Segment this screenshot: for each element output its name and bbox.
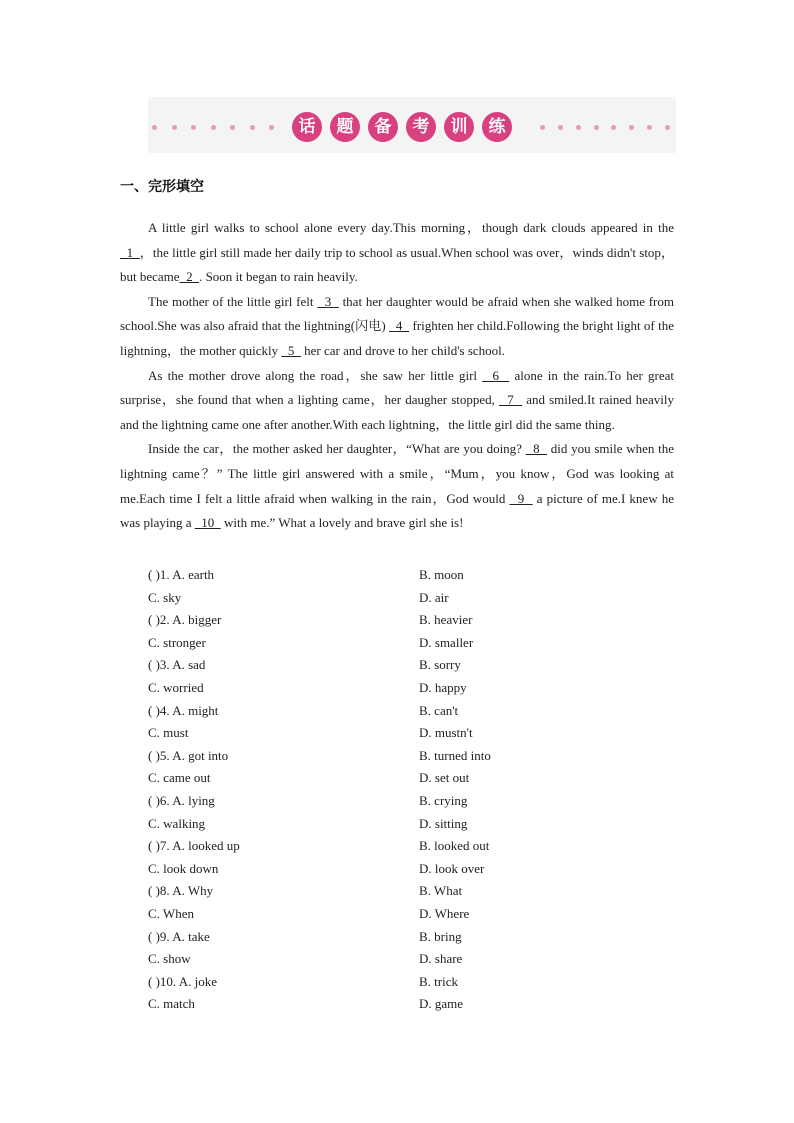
cloze-blank: 8 [525, 441, 548, 457]
banner-dots-left [152, 125, 274, 129]
option-d[interactable]: D. sitting [419, 815, 468, 831]
question-row [148, 880, 628, 903]
option-a[interactable]: ( )10. A. joke [148, 973, 217, 989]
option-c[interactable]: C. must [148, 725, 189, 741]
cloze-blank: 3 [317, 293, 339, 309]
option-a[interactable]: ( )2. A. bigger [148, 612, 222, 628]
banner-dots-right [540, 125, 670, 129]
question-row [148, 767, 628, 790]
option-b[interactable]: B. heavier [419, 612, 473, 628]
question-row [148, 677, 628, 700]
question-row [148, 632, 628, 655]
option-b[interactable]: B. What [419, 883, 463, 899]
banner-char: 考 [406, 112, 436, 142]
option-c[interactable]: C. walking [148, 815, 206, 831]
banner-char: 练 [482, 112, 512, 142]
option-c[interactable]: C. look down [148, 860, 219, 876]
question-row [148, 813, 628, 836]
option-b[interactable]: B. can't [419, 702, 459, 718]
option-b[interactable]: B. trick [419, 973, 458, 989]
option-a[interactable]: ( )5. A. got into [148, 747, 229, 763]
question-list [148, 564, 628, 1016]
option-d[interactable]: D. air [419, 589, 449, 605]
cloze-blank: 1 [120, 244, 140, 260]
passage-paragraph: A little girl walks to school alone every day.This morning，though dark clouds appeared in the 1 ，the little girl still made her daily trip to school as usual.When school was over，winds didn't stop，but became 2 . Soon it began to rain heavily. [120, 220, 675, 285]
question-row [148, 835, 628, 858]
option-d[interactable]: D. game [419, 996, 464, 1012]
passage-paragraph: The mother of the little girl felt 3 that her daughter would be afraid when she walked home from school.She was also afraid that the lightning(闪电) 4 frighten her child.Following the bright light of the lightning，the mother quickly 5 her car and drove to her child's school. [120, 293, 675, 358]
option-c[interactable]: C. sky [148, 589, 182, 605]
cloze-passage [120, 216, 674, 536]
option-d[interactable]: D. set out [419, 770, 470, 786]
question-row [148, 700, 628, 723]
banner-title [292, 112, 512, 142]
option-a[interactable]: ( )9. A. take [148, 928, 210, 944]
option-b[interactable]: B. sorry [419, 657, 461, 673]
question-row [148, 971, 628, 994]
banner-char: 训 [444, 112, 474, 142]
option-c[interactable]: C. match [148, 996, 195, 1012]
question-row [148, 858, 628, 881]
option-c[interactable]: C. stronger [148, 634, 206, 650]
question-row [148, 948, 628, 971]
option-d[interactable]: D. happy [419, 679, 467, 695]
option-d[interactable]: D. smaller [419, 634, 474, 650]
question-row [148, 722, 628, 745]
cloze-blank: 6 [482, 367, 510, 383]
question-row [148, 654, 628, 677]
cloze-blank: 4 [389, 318, 410, 334]
question-row [148, 903, 628, 926]
passage-paragraph: Inside the car，the mother asked her daughter，“What are you doing? 8 did you smile when the lightning came？” The little girl answered with a smile，“Mum，you know，God was looking at me.Each time I felt a little afraid when walking in the rain，God would 9 a picture of me.I knew he was playing a 10 with me.” What a lovely and brave girl she is! [120, 441, 675, 531]
option-a[interactable]: ( )3. A. sad [148, 657, 206, 673]
option-d[interactable]: D. Where [419, 905, 470, 921]
option-b[interactable]: B. looked out [419, 838, 490, 854]
question-row [148, 993, 628, 1016]
section-title: 一、完形填空 [120, 179, 204, 195]
option-c[interactable]: C. show [148, 951, 191, 967]
option-a[interactable]: ( )4. A. might [148, 702, 219, 718]
option-a[interactable]: ( )8. A. Why [148, 883, 214, 899]
banner-char: 题 [330, 112, 360, 142]
cloze-blank: 9 [509, 490, 533, 506]
cloze-blank: 7 [499, 392, 523, 408]
cloze-blank: 5 [281, 342, 301, 358]
passage-paragraph: As the mother drove along the road，she saw her little girl 6 alone in the rain.To her great surprise，she found that when a lighting came，her daugher stopped, 7 and smiled.It rained heavily and the lightning came one after another.With each lightning，the little girl did the same thing. [120, 367, 674, 432]
option-c[interactable]: C. When [148, 905, 194, 921]
banner-char: 话 [292, 112, 322, 142]
cloze-blank: 10 [194, 515, 221, 531]
option-d[interactable]: D. mustn't [419, 725, 473, 741]
question-row [148, 587, 628, 610]
option-d[interactable]: D. look over [419, 860, 485, 876]
question-row [148, 564, 628, 587]
cloze-blank: 2 [179, 269, 200, 285]
option-a[interactable]: ( )6. A. lying [148, 792, 215, 808]
option-b[interactable]: B. crying [419, 792, 468, 808]
option-c[interactable]: C. worried [148, 679, 204, 695]
banner-char: 备 [368, 112, 398, 142]
option-d[interactable]: D. share [419, 951, 463, 967]
question-row [148, 790, 628, 813]
question-row [148, 926, 628, 949]
option-c[interactable]: C. came out [148, 770, 211, 786]
option-b[interactable]: B. bring [419, 928, 462, 944]
question-row [148, 745, 628, 768]
option-a[interactable]: ( )1. A. earth [148, 567, 215, 582]
option-a[interactable]: ( )7. A. looked up [148, 838, 240, 854]
option-b[interactable]: B. moon [419, 567, 464, 582]
question-row [148, 609, 628, 632]
option-b[interactable]: B. turned into [419, 747, 491, 763]
